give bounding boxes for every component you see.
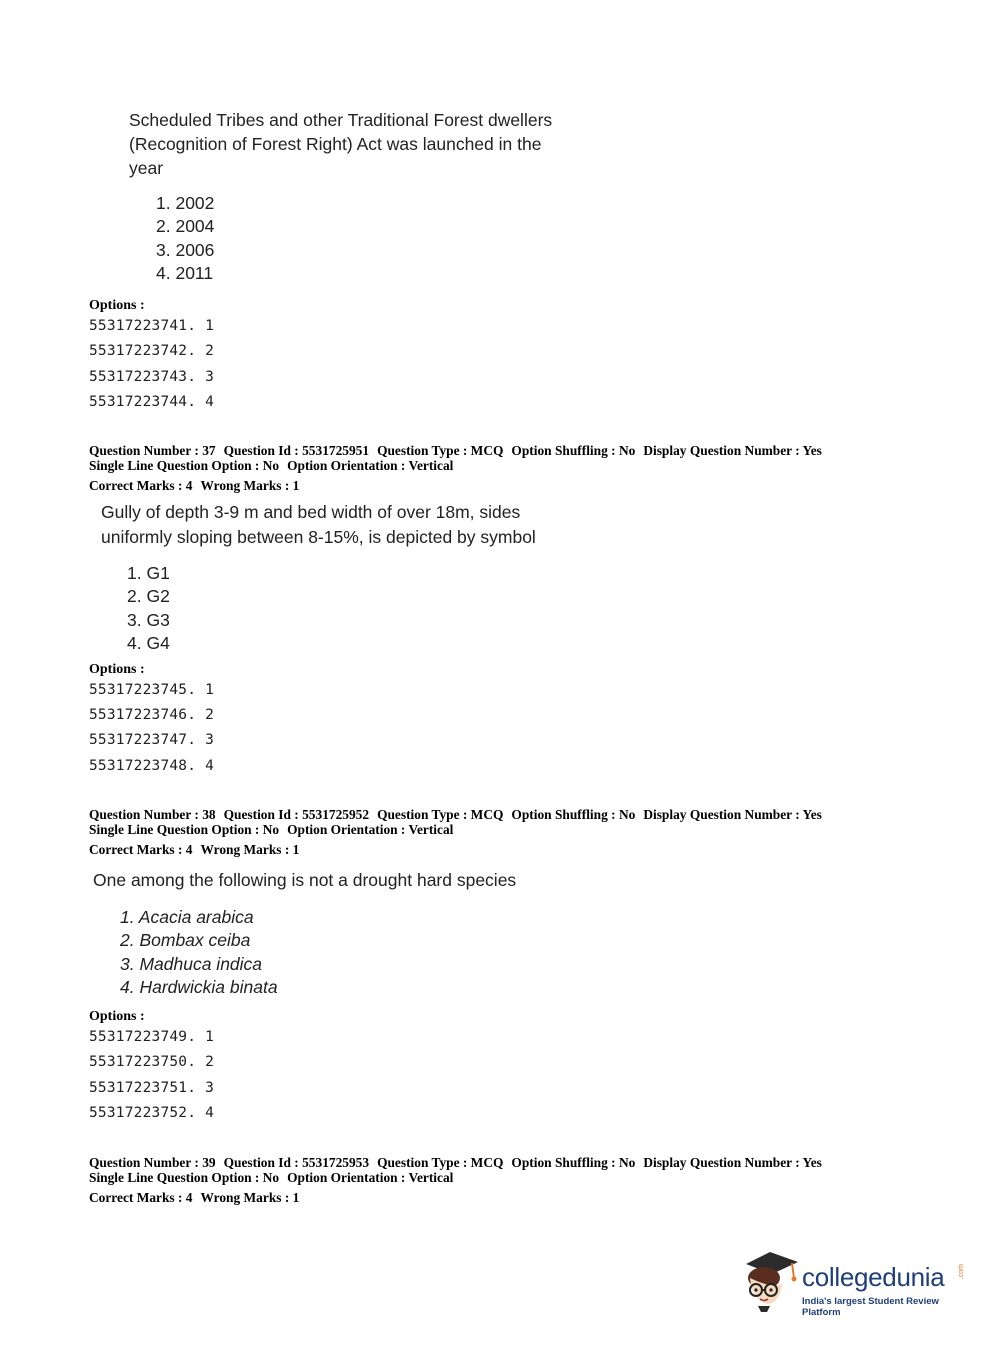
question-38-meta-line1 [89, 807, 830, 822]
question-number: Question Number : 38 [89, 807, 216, 822]
question-39-meta-line2 [89, 1170, 461, 1185]
option-shuffling: Option Shuffling : No [511, 443, 636, 458]
question-38-meta-line2 [89, 822, 461, 837]
single-line-option: Single Line Question Option : No [89, 822, 280, 837]
question-text-line: (Recognition of Forest Right) Act was launched in the [129, 134, 542, 154]
option-id: 55317223752. 4 [89, 1105, 215, 1121]
choice-item: 3. Madhuca indica [120, 953, 263, 974]
choice-item: 2. G2 [127, 586, 170, 607]
choice-item: 3. 2006 [156, 239, 215, 260]
wrong-marks: Wrong Marks : 1 [200, 478, 300, 493]
option-id: 55317223751. 3 [89, 1080, 215, 1096]
question-38-text [93, 868, 516, 892]
choice-item: 4. G4 [127, 632, 170, 653]
question-36-choices [156, 192, 214, 285]
option-id: 55317223745. 1 [89, 682, 215, 698]
option-orientation: Option Orientation : Vertical [287, 1170, 454, 1185]
option-id: 55317223746. 2 [89, 707, 215, 723]
question-39-meta-line1 [89, 1155, 830, 1170]
question-37-meta-line2 [89, 458, 461, 473]
question-number: Question Number : 39 [89, 1155, 216, 1170]
options-label: Options : [89, 1009, 145, 1024]
question-number: Question Number : 37 [89, 443, 216, 458]
option-shuffling: Option Shuffling : No [511, 807, 636, 822]
option-id: 55317223747. 3 [89, 732, 215, 748]
question-37-choices [127, 562, 170, 655]
display-question-number: Display Question Number : Yes [643, 807, 822, 822]
correct-marks: Correct Marks : 4 [89, 478, 193, 493]
question-type: Question Type : MCQ [377, 1155, 504, 1170]
options-label: Options : [89, 298, 145, 313]
option-id: 55317223750. 2 [89, 1054, 215, 1070]
question-id: Question Id : 5531725951 [223, 443, 370, 458]
question-37-text [101, 500, 536, 549]
choice-item: 1. G1 [127, 563, 170, 583]
choice-item: 3. G3 [127, 609, 170, 630]
question-text-line: One among the following is not a drought hard species [93, 870, 517, 890]
single-line-option: Single Line Question Option : No [89, 458, 280, 473]
display-question-number: Display Question Number : Yes [643, 443, 822, 458]
logo-suffix: .com [958, 1264, 965, 1280]
option-id: 55317223743. 3 [89, 369, 215, 385]
question-text-line: Gully of depth 3-9 m and bed width of over 18m, sides [101, 502, 521, 522]
option-id: 55317223741. 1 [89, 318, 215, 334]
logo-brand-text: collegedunia [802, 1262, 945, 1292]
question-text-line: Scheduled Tribes and other Traditional Forest dwellers [129, 110, 553, 130]
wrong-marks: Wrong Marks : 1 [200, 842, 300, 857]
question-id: Question Id : 5531725953 [223, 1155, 370, 1170]
logo-tagline: India's largest Student Review Platform [802, 1296, 939, 1318]
choice-item: 2. 2004 [156, 216, 215, 237]
question-38-meta-line3 [89, 842, 307, 857]
choice-item: 2. Bombax ceiba [120, 930, 251, 951]
wrong-marks: Wrong Marks : 1 [200, 1190, 300, 1205]
option-id: 55317223744. 4 [89, 394, 215, 410]
collegedunia-logo[interactable] [740, 1248, 970, 1318]
question-text-line: uniformly sloping between 8-15%, is depicted by symbol [101, 527, 536, 547]
question-text-line: year [129, 158, 164, 178]
choice-item: 1. 2002 [156, 193, 215, 213]
question-38-choices [120, 906, 278, 999]
option-orientation: Option Orientation : Vertical [287, 822, 454, 837]
correct-marks: Correct Marks : 4 [89, 1190, 193, 1205]
option-id: 55317223742. 2 [89, 343, 215, 359]
mascot-icon [740, 1248, 802, 1314]
question-37-meta-line1 [89, 443, 830, 458]
option-id: 55317223749. 1 [89, 1029, 215, 1045]
choice-item: 4. 2011 [156, 262, 214, 283]
question-39-meta-line3 [89, 1190, 307, 1205]
option-id: 55317223748. 4 [89, 758, 215, 774]
option-shuffling: Option Shuffling : No [511, 1155, 636, 1170]
single-line-option: Single Line Question Option : No [89, 1170, 280, 1185]
question-id: Question Id : 5531725952 [223, 807, 370, 822]
question-type: Question Type : MCQ [377, 443, 504, 458]
question-37-meta-line3 [89, 478, 307, 493]
choice-item: 4. Hardwickia binata [120, 976, 278, 997]
choice-item: 1. Acacia arabica [120, 907, 254, 927]
correct-marks: Correct Marks : 4 [89, 842, 193, 857]
options-label: Options : [89, 662, 145, 677]
option-orientation: Option Orientation : Vertical [287, 458, 454, 473]
question-36-text [129, 108, 552, 180]
question-type: Question Type : MCQ [377, 807, 504, 822]
display-question-number: Display Question Number : Yes [643, 1155, 822, 1170]
